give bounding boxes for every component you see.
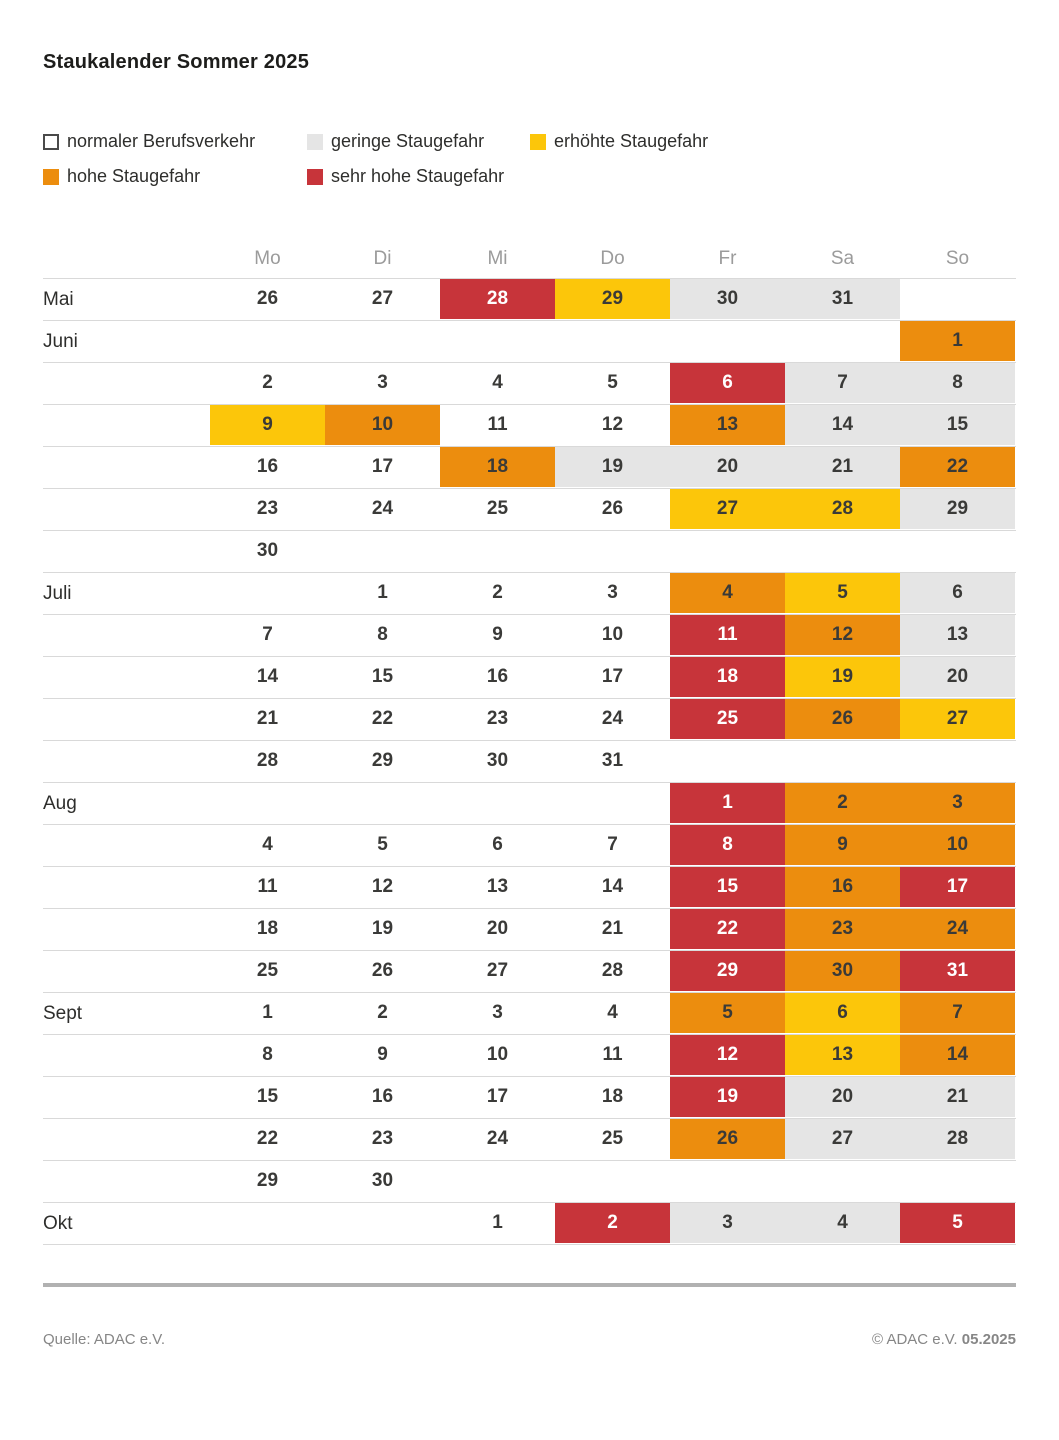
day-cell: 21 [555, 909, 670, 949]
day-cell: 24 [325, 489, 440, 529]
day-cell: 19 [555, 447, 670, 487]
day-cell: 4 [440, 363, 555, 403]
calendar-row [43, 1203, 1016, 1245]
day-cell: 8 [210, 1035, 325, 1075]
empty-cell [210, 783, 325, 824]
day-cell: 15 [670, 867, 785, 907]
day-cell: 3 [325, 363, 440, 403]
day-cell: 18 [555, 1077, 670, 1117]
copyright-note [872, 1331, 1016, 1348]
day-cell: 22 [210, 1119, 325, 1159]
day-cell: 18 [210, 909, 325, 949]
month-label: Sept [43, 1002, 83, 1024]
day-cell: 27 [670, 489, 785, 529]
day-cell: 25 [440, 489, 555, 529]
legend-swatch-normal [43, 134, 59, 150]
month-label: Okt [43, 1212, 73, 1234]
calendar-row [43, 1035, 1016, 1077]
day-cell: 25 [670, 699, 785, 739]
day-cell: 19 [325, 909, 440, 949]
day-cell: 13 [785, 1035, 900, 1075]
day-cell: 5 [900, 1203, 1015, 1243]
empty-cell [210, 321, 325, 362]
day-cell: 16 [440, 657, 555, 697]
legend-label: normaler Berufsverkehr [67, 131, 256, 151]
month-label [43, 1077, 210, 1118]
day-cell: 28 [210, 741, 325, 781]
empty-cell [785, 741, 900, 782]
legend-item-very-high [307, 166, 530, 187]
month-label: Juni [43, 330, 78, 352]
calendar-row [43, 615, 1016, 657]
day-cell: 14 [900, 1035, 1015, 1075]
day-cell: 27 [440, 951, 555, 991]
day-cell: 9 [210, 405, 325, 445]
day-cell: 23 [440, 699, 555, 739]
month-label [43, 867, 210, 908]
day-cell: 26 [325, 951, 440, 991]
calendar-row [43, 657, 1016, 699]
empty-cell [555, 321, 670, 362]
month-label [43, 615, 210, 656]
day-cell: 18 [670, 657, 785, 697]
weekday-header: Sa [830, 247, 855, 269]
day-cell: 3 [670, 1203, 785, 1243]
day-cell: 26 [555, 489, 670, 529]
day-cell: 11 [555, 1035, 670, 1075]
day-cell: 1 [670, 783, 785, 823]
month-label [43, 1035, 210, 1076]
month-label [43, 699, 210, 740]
calendar-row [43, 867, 1016, 909]
legend-swatch-very-high [307, 169, 323, 185]
empty-cell [670, 321, 785, 362]
empty-cell [900, 531, 1015, 572]
day-cell: 18 [440, 447, 555, 487]
day-cell: 25 [210, 951, 325, 991]
calendar-row [43, 531, 1016, 573]
weekday-header: Mo [254, 247, 281, 269]
empty-cell [900, 741, 1015, 782]
day-cell: 26 [670, 1119, 785, 1159]
day-cell: 20 [785, 1077, 900, 1117]
day-cell: 15 [900, 405, 1015, 445]
weekday-header: Mi [487, 247, 508, 269]
day-cell: 7 [555, 825, 670, 865]
day-cell: 31 [555, 741, 670, 781]
calendar-row [43, 993, 1016, 1035]
day-cell: 16 [325, 1077, 440, 1117]
day-cell: 24 [440, 1119, 555, 1159]
calendar-row [43, 909, 1016, 951]
day-cell: 23 [785, 909, 900, 949]
day-cell: 16 [210, 447, 325, 487]
calendar-row [43, 279, 1016, 321]
day-cell: 25 [555, 1119, 670, 1159]
day-cell: 3 [900, 783, 1015, 823]
empty-cell [210, 1203, 325, 1244]
day-cell: 28 [555, 951, 670, 991]
day-cell: 4 [555, 993, 670, 1033]
month-label [43, 825, 210, 866]
day-cell: 23 [210, 489, 325, 529]
day-cell: 14 [210, 657, 325, 697]
day-cell: 10 [325, 405, 440, 445]
day-cell: 7 [785, 363, 900, 403]
day-cell: 2 [785, 783, 900, 823]
day-cell: 10 [555, 615, 670, 655]
month-label [43, 741, 210, 782]
empty-cell [555, 1161, 670, 1202]
day-cell: 22 [325, 699, 440, 739]
day-cell: 20 [900, 657, 1015, 697]
empty-cell [900, 279, 1015, 320]
weekday-header: So [945, 247, 970, 269]
day-cell: 15 [210, 1077, 325, 1117]
day-cell: 17 [900, 867, 1015, 907]
day-cell: 3 [555, 573, 670, 613]
legend-swatch-elevated [530, 134, 546, 150]
empty-cell [325, 321, 440, 362]
month-label [43, 1161, 210, 1202]
empty-cell [900, 1161, 1015, 1202]
copyright-text: © ADAC e.V. [872, 1331, 958, 1348]
day-cell: 2 [440, 573, 555, 613]
day-cell: 4 [210, 825, 325, 865]
calendar-row [43, 447, 1016, 489]
issue-date: 05.2025 [961, 1331, 1016, 1348]
day-cell: 10 [900, 825, 1015, 865]
legend-label: hohe Staugefahr [67, 166, 201, 186]
month-label: Aug [43, 792, 77, 814]
day-cell: 21 [785, 447, 900, 487]
day-cell: 23 [325, 1119, 440, 1159]
month-label: Mai [43, 288, 74, 310]
day-cell: 8 [900, 363, 1015, 403]
day-cell: 29 [210, 1161, 325, 1201]
day-cell: 7 [210, 615, 325, 655]
month-label [43, 489, 210, 530]
month-label [43, 1119, 210, 1160]
footer-divider [43, 1283, 1016, 1287]
day-cell: 17 [440, 1077, 555, 1117]
traffic-calendar [43, 239, 1016, 1245]
month-label [43, 657, 210, 698]
day-cell: 1 [325, 573, 440, 613]
day-cell: 30 [785, 951, 900, 991]
legend-swatch-high [43, 169, 59, 185]
empty-cell [440, 531, 555, 572]
day-cell: 2 [325, 993, 440, 1033]
day-cell: 30 [670, 279, 785, 319]
day-cell: 8 [670, 825, 785, 865]
empty-cell [555, 531, 670, 572]
legend-item-high [43, 166, 307, 187]
day-cell: 6 [670, 363, 785, 403]
calendar-body [43, 278, 1016, 1245]
empty-cell [785, 531, 900, 572]
calendar-row [43, 783, 1016, 825]
empty-cell [210, 573, 325, 614]
empty-cell [670, 741, 785, 782]
calendar-row [43, 699, 1016, 741]
day-cell: 2 [555, 1203, 670, 1243]
empty-cell [325, 1203, 440, 1244]
day-cell: 5 [325, 825, 440, 865]
month-label [43, 951, 210, 992]
weekday-header: Do [600, 247, 625, 269]
empty-cell [325, 531, 440, 572]
day-cell: 19 [785, 657, 900, 697]
day-cell: 24 [900, 909, 1015, 949]
month-label [43, 531, 210, 572]
day-cell: 1 [900, 321, 1015, 361]
month-label: Juli [43, 582, 72, 604]
day-cell: 28 [785, 489, 900, 529]
day-cell: 1 [440, 1203, 555, 1243]
calendar-row [43, 825, 1016, 867]
day-cell: 14 [785, 405, 900, 445]
month-label [43, 405, 210, 446]
day-cell: 15 [325, 657, 440, 697]
empty-cell [440, 321, 555, 362]
calendar-row [43, 321, 1016, 363]
legend-item-normal [43, 131, 307, 152]
day-cell: 12 [785, 615, 900, 655]
day-cell: 12 [555, 405, 670, 445]
empty-cell [670, 531, 785, 572]
day-cell: 27 [785, 1119, 900, 1159]
month-label [43, 363, 210, 404]
day-cell: 20 [440, 909, 555, 949]
empty-cell [440, 1161, 555, 1202]
day-cell: 28 [440, 279, 555, 319]
empty-cell [785, 1161, 900, 1202]
day-cell: 13 [670, 405, 785, 445]
calendar-row [43, 363, 1016, 405]
day-cell: 12 [670, 1035, 785, 1075]
day-cell: 5 [670, 993, 785, 1033]
day-cell: 6 [900, 573, 1015, 613]
day-cell: 13 [440, 867, 555, 907]
calendar-row [43, 741, 1016, 783]
legend-label: geringe Staugefahr [331, 131, 485, 151]
day-cell: 11 [440, 405, 555, 445]
calendar-row [43, 489, 1016, 531]
day-cell: 29 [670, 951, 785, 991]
day-cell: 13 [900, 615, 1015, 655]
day-cell: 7 [900, 993, 1015, 1033]
calendar-row [43, 405, 1016, 447]
day-cell: 5 [785, 573, 900, 613]
day-cell: 21 [900, 1077, 1015, 1117]
day-cell: 30 [440, 741, 555, 781]
page-title: Staukalender Sommer 2025 [43, 51, 310, 73]
day-cell: 22 [670, 909, 785, 949]
day-cell: 29 [900, 489, 1015, 529]
day-cell: 29 [325, 741, 440, 781]
day-cell: 26 [210, 279, 325, 319]
day-cell: 9 [440, 615, 555, 655]
day-cell: 21 [210, 699, 325, 739]
legend-label: erhöhte Staugefahr [554, 131, 709, 151]
day-cell: 4 [785, 1203, 900, 1243]
empty-cell [785, 321, 900, 362]
legend-item-low [307, 131, 530, 152]
day-cell: 31 [900, 951, 1015, 991]
day-cell: 8 [325, 615, 440, 655]
calendar-row [43, 951, 1016, 993]
footer [43, 1331, 1016, 1348]
day-cell: 29 [555, 279, 670, 319]
legend-swatch-low [307, 134, 323, 150]
day-cell: 17 [555, 657, 670, 697]
day-cell: 16 [785, 867, 900, 907]
weekday-header: Fr [718, 247, 737, 269]
day-cell: 30 [210, 531, 325, 571]
source-note: Quelle: ADAC e.V. [43, 1331, 166, 1348]
legend [43, 131, 1016, 187]
day-cell: 9 [785, 825, 900, 865]
month-label [43, 447, 210, 488]
day-cell: 31 [785, 279, 900, 319]
empty-cell [440, 783, 555, 824]
day-cell: 10 [440, 1035, 555, 1075]
weekday-header: Di [373, 247, 392, 269]
day-cell: 14 [555, 867, 670, 907]
legend-item-elevated [530, 131, 1016, 152]
day-cell: 6 [785, 993, 900, 1033]
day-cell: 22 [900, 447, 1015, 487]
day-cell: 12 [325, 867, 440, 907]
day-cell: 30 [325, 1161, 440, 1201]
calendar-row [43, 1077, 1016, 1119]
day-cell: 1 [210, 993, 325, 1033]
weekday-header-row [43, 239, 1016, 278]
calendar-row [43, 1161, 1016, 1203]
empty-cell [555, 783, 670, 824]
day-cell: 24 [555, 699, 670, 739]
day-cell: 11 [210, 867, 325, 907]
day-cell: 17 [325, 447, 440, 487]
day-cell: 4 [670, 573, 785, 613]
calendar-row [43, 1119, 1016, 1161]
day-cell: 20 [670, 447, 785, 487]
day-cell: 28 [900, 1119, 1015, 1159]
day-cell: 11 [670, 615, 785, 655]
empty-cell [670, 1161, 785, 1202]
empty-cell [325, 783, 440, 824]
calendar-row [43, 573, 1016, 615]
day-cell: 27 [325, 279, 440, 319]
day-cell: 3 [440, 993, 555, 1033]
month-label [43, 909, 210, 950]
day-cell: 19 [670, 1077, 785, 1117]
day-cell: 9 [325, 1035, 440, 1075]
day-cell: 6 [440, 825, 555, 865]
legend-label: sehr hohe Staugefahr [331, 166, 505, 186]
day-cell: 27 [900, 699, 1015, 739]
day-cell: 26 [785, 699, 900, 739]
day-cell: 5 [555, 363, 670, 403]
day-cell: 2 [210, 363, 325, 403]
